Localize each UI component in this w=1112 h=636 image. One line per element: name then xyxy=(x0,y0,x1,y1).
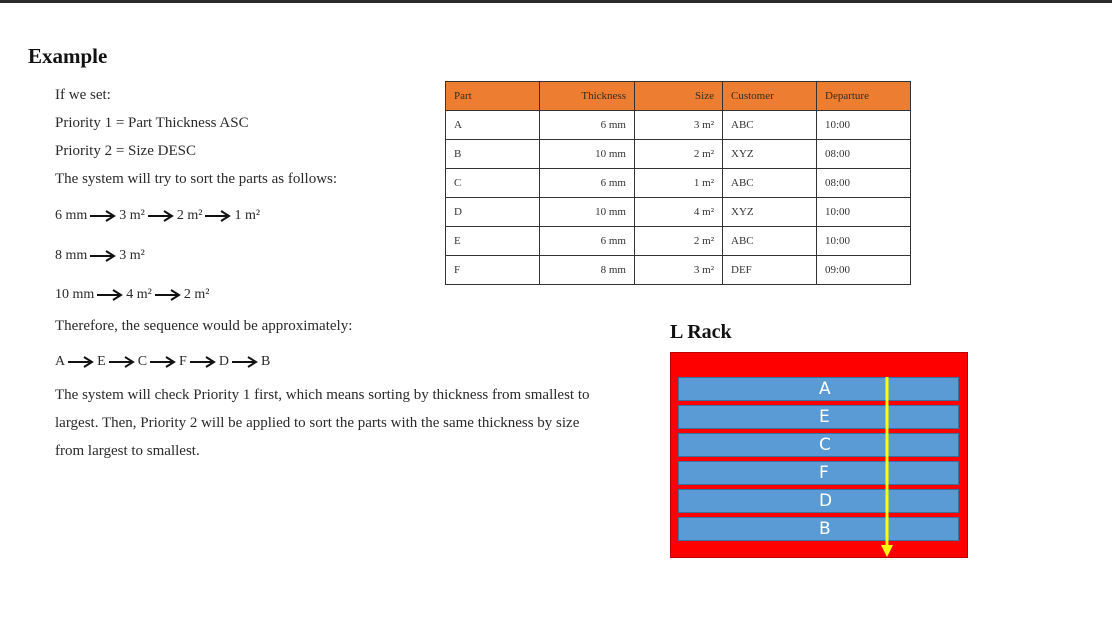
right-arrow-icon xyxy=(90,250,116,262)
cell-size: 4 m² xyxy=(635,198,723,227)
parts-table xyxy=(445,81,911,285)
sequence-step: 1 m² xyxy=(234,208,261,223)
l-rack xyxy=(670,352,968,558)
rack-shelf xyxy=(678,377,959,401)
cell-departure: 10:00 xyxy=(817,198,911,227)
rack-shelf xyxy=(678,489,959,513)
cell-size: 1 m² xyxy=(635,169,723,198)
sequence-step: 2 m² xyxy=(183,287,210,302)
cell-departure: 10:00 xyxy=(817,227,911,256)
sequence-step: C xyxy=(137,354,148,369)
cell-size: 2 m² xyxy=(635,140,723,169)
final-sequence xyxy=(55,353,270,371)
cell-thickness: 6 mm xyxy=(540,169,635,198)
cell-departure: 09:00 xyxy=(817,256,911,285)
cell-part: F xyxy=(446,256,540,285)
cell-thickness: 10 mm xyxy=(540,140,635,169)
cell-customer: ABC xyxy=(723,169,817,198)
cell-part: E xyxy=(446,227,540,256)
right-arrow-icon xyxy=(190,356,216,368)
cell-customer: XYZ xyxy=(723,198,817,227)
right-arrow-icon xyxy=(68,356,94,368)
sequence-step: B xyxy=(260,354,271,369)
sequence-step: 2 m² xyxy=(176,208,203,223)
rack-shelf-label: F xyxy=(819,463,829,483)
cell-size: 3 m² xyxy=(635,111,723,140)
rack-shelf xyxy=(678,517,959,541)
rack-shelf-label: A xyxy=(819,379,831,399)
table-row xyxy=(446,256,911,285)
sequence-step: 6 mm xyxy=(55,208,88,223)
intro-set: If we set: xyxy=(55,87,111,103)
table-row xyxy=(446,198,911,227)
table-row xyxy=(446,111,911,140)
cell-thickness: 6 mm xyxy=(540,111,635,140)
sequence-step: E xyxy=(97,354,106,369)
cell-departure: 08:00 xyxy=(817,169,911,198)
cell-thickness: 8 mm xyxy=(540,256,635,285)
rack-shelf-label: C xyxy=(819,435,831,455)
rack-shelf-label: E xyxy=(819,407,830,427)
rack-shelf xyxy=(678,433,959,457)
cell-part: A xyxy=(446,111,540,140)
cell-size: 3 m² xyxy=(635,256,723,285)
rack-title: L Rack xyxy=(670,321,732,343)
header-thickness: Thickness xyxy=(540,82,635,111)
cell-thickness: 6 mm xyxy=(540,227,635,256)
right-arrow-icon xyxy=(155,289,181,301)
right-arrow-icon xyxy=(232,356,258,368)
sort-intro-text: The system will try to sort the parts as follows: xyxy=(55,171,338,187)
right-arrow-icon xyxy=(109,356,135,368)
cell-customer: ABC xyxy=(723,111,817,140)
rack-shelf xyxy=(678,461,959,485)
sequence-step: D xyxy=(218,354,229,369)
header-part: Part xyxy=(446,82,540,111)
top-border xyxy=(0,0,1112,3)
cell-part: B xyxy=(446,140,540,169)
rack-direction-arrow xyxy=(880,377,894,557)
header-customer: Customer xyxy=(723,82,817,111)
table-row xyxy=(446,169,911,198)
sequence-6mm xyxy=(55,207,260,225)
priority-1-text: Priority 1 = Part Thickness ASC xyxy=(55,115,249,131)
sequence-10mm xyxy=(55,286,209,304)
sequence-step: 10 mm xyxy=(55,287,95,302)
cell-customer: DEF xyxy=(723,256,817,285)
cell-customer: XYZ xyxy=(723,140,817,169)
cell-departure: 10:00 xyxy=(817,111,911,140)
right-arrow-icon xyxy=(148,210,174,222)
sequence-step: F xyxy=(179,354,187,369)
cell-departure: 08:00 xyxy=(817,140,911,169)
table-row xyxy=(446,140,911,169)
right-arrow-icon xyxy=(150,356,176,368)
explanation-paragraph: The system will check Priority 1 first, which means sorting by thickness from smallest to largest. Then, Priority 2 will be applied to sort the parts with the same thickness by size from largest to smallest. xyxy=(55,387,590,459)
sequence-8mm xyxy=(55,247,145,265)
sequence-step: 4 m² xyxy=(126,287,152,302)
header-departure: Departure xyxy=(817,82,911,111)
header-size: Size xyxy=(635,82,723,111)
rack-shelf-label: B xyxy=(819,519,831,539)
rack-shelf-label: D xyxy=(819,491,833,511)
cell-size: 2 m² xyxy=(635,227,723,256)
page-heading: Example xyxy=(28,44,108,68)
cell-part: C xyxy=(446,169,540,198)
cell-customer: ABC xyxy=(723,227,817,256)
therefore-text: Therefore, the sequence would be approximately: xyxy=(55,318,353,334)
sequence-step: 8 mm xyxy=(55,248,88,263)
sequence-step: 3 m² xyxy=(119,248,145,263)
right-arrow-icon xyxy=(97,289,123,301)
cell-thickness: 10 mm xyxy=(540,198,635,227)
cell-part: D xyxy=(446,198,540,227)
right-arrow-icon xyxy=(205,210,231,222)
priority-2-text: Priority 2 = Size DESC xyxy=(55,143,196,159)
sequence-step: 3 m² xyxy=(119,208,145,223)
rack-shelf xyxy=(678,405,959,429)
sequence-step: A xyxy=(55,354,66,369)
right-arrow-icon xyxy=(90,210,116,222)
table-header-row xyxy=(446,82,911,111)
table-row xyxy=(446,227,911,256)
